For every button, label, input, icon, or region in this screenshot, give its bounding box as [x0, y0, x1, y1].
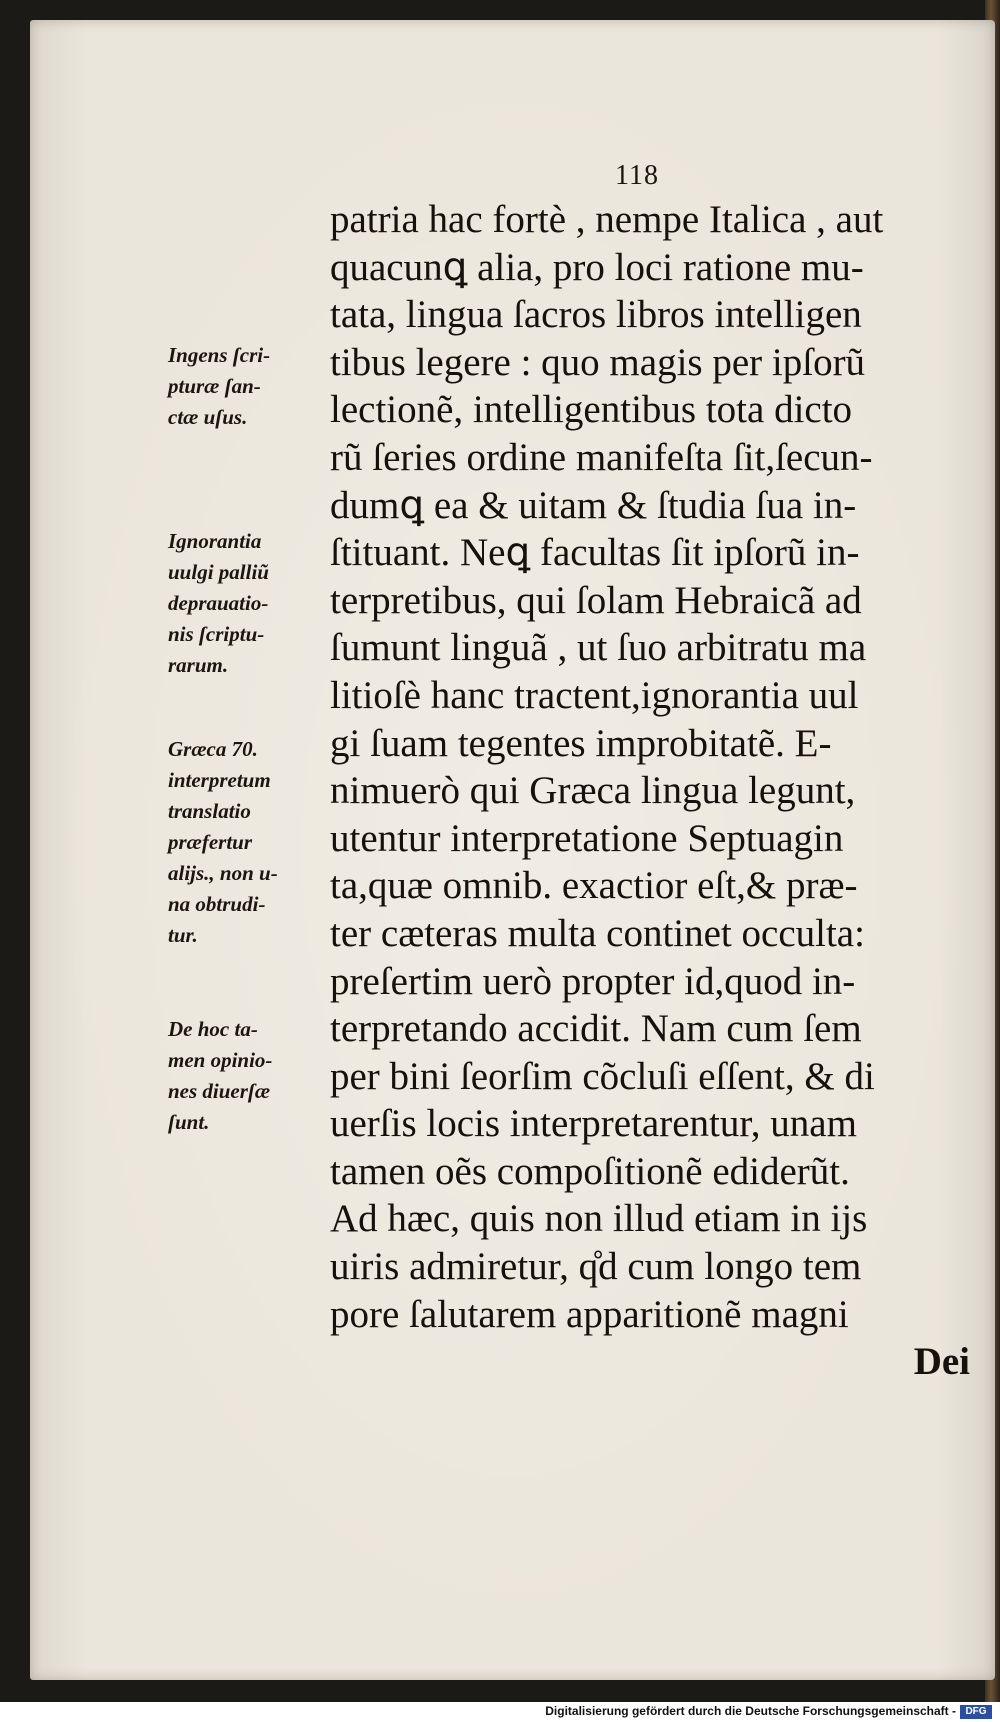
- text-line: preſertim uerò propter id,quod in-: [330, 959, 856, 1003]
- margin-note-line: tur.: [168, 923, 198, 947]
- text-line: patria hac fortè , nempe Italica , aut: [330, 198, 884, 241]
- margin-note-scripture-use: [168, 340, 328, 433]
- text-line: ter cæteras multa continet occulta:: [330, 911, 865, 955]
- text-line: terpretando accidit. Nam cum ſem: [330, 1007, 862, 1051]
- margin-note-line: interpretum: [168, 768, 271, 792]
- margin-note-line: alijs., non u-: [168, 861, 278, 885]
- margin-note-line: na obtrudi-: [168, 892, 266, 916]
- margin-note-line: ſunt.: [168, 1110, 210, 1134]
- text-line: ſumunt linguã , ut ſuo arbitratu ma: [330, 626, 867, 670]
- text-line: nimuerò qui Græca lingua legunt,: [330, 769, 856, 813]
- footer-credit: Digitalisierung gefördert durch die Deutsche Forschungsgemeinschaft -: [545, 1704, 956, 1718]
- margin-note-line: Græca 70.: [168, 737, 258, 761]
- margin-note-line: Ignorantia: [168, 529, 262, 553]
- main-text-block: [330, 196, 970, 1386]
- text-line: ſtituant. Neꝗ facultas ſit ipſorũ in-: [330, 531, 860, 575]
- text-line: dumꝗ ea & uitam & ſtudia ſua in-: [330, 483, 857, 527]
- margin-note-line: ctæ uſus.: [168, 405, 248, 429]
- margin-note-line: Ingens ſcri-: [168, 343, 271, 367]
- text-line: pore ſalutarem apparitionẽ magni: [330, 1292, 849, 1336]
- dfg-logo: DFG: [960, 1705, 992, 1719]
- text-line: tibus legere : quo magis per ipſorũ: [330, 340, 866, 384]
- text-line: tamen oẽs compoſitionẽ ediderũt.: [330, 1149, 850, 1193]
- text-line: terpretibus, qui ſolam Hebraicã ad: [330, 578, 862, 622]
- catchword: Dei: [913, 1340, 970, 1384]
- margin-note-line: nis ſcriptu-: [168, 622, 265, 646]
- margin-note-ignorance: [168, 526, 328, 681]
- margin-note-line: men opinio-: [168, 1048, 273, 1072]
- text-line: lectionẽ, intelligentibus tota dicto: [330, 388, 853, 432]
- text-line: rũ ſeries ordine manifeſta ſit,ſecun-: [330, 435, 873, 479]
- margin-note-line: De hoc ta-: [168, 1017, 258, 1041]
- margin-note-septuagint: [168, 734, 328, 951]
- margin-note-line: deprauatio-: [168, 591, 269, 615]
- page-number: 118: [615, 160, 659, 191]
- text-line: tata, lingua ſacros libros intelligen: [330, 293, 862, 337]
- text-line: gi ſuam tegentes improbitatẽ. E-: [330, 721, 832, 765]
- margin-note-line: pturæ ſan-: [168, 374, 261, 398]
- margin-note-line: translatio: [168, 799, 251, 823]
- text-line: uerſis locis interpretarentur, unam: [330, 1102, 857, 1146]
- text-line: Ad hæc, quis non illud etiam in ijs: [330, 1197, 868, 1241]
- text-line: litioſè hanc tractent,ignorantia uul: [330, 673, 859, 717]
- text-line: ta,quæ omnib. exactior eſt,& præ-: [330, 864, 858, 908]
- margin-note-line: præfertur: [168, 830, 253, 854]
- text-line: uiris admiretur, q̊d cum longo tem: [330, 1245, 862, 1289]
- margin-note-line: nes diuerſæ: [168, 1079, 271, 1103]
- text-line: utentur interpretatione Septuagin: [330, 816, 844, 860]
- text-line: quacunꝗ alia, pro loci ratione mu-: [330, 245, 864, 289]
- margin-note-line: uulgi palliũ: [168, 560, 269, 584]
- margin-note-opinions: [168, 1014, 328, 1138]
- text-line: per bini ſeorſim cõcluſi eſſent, & di: [330, 1054, 875, 1098]
- margin-note-line: rarum.: [168, 653, 229, 677]
- footer-bar: [0, 1702, 1000, 1722]
